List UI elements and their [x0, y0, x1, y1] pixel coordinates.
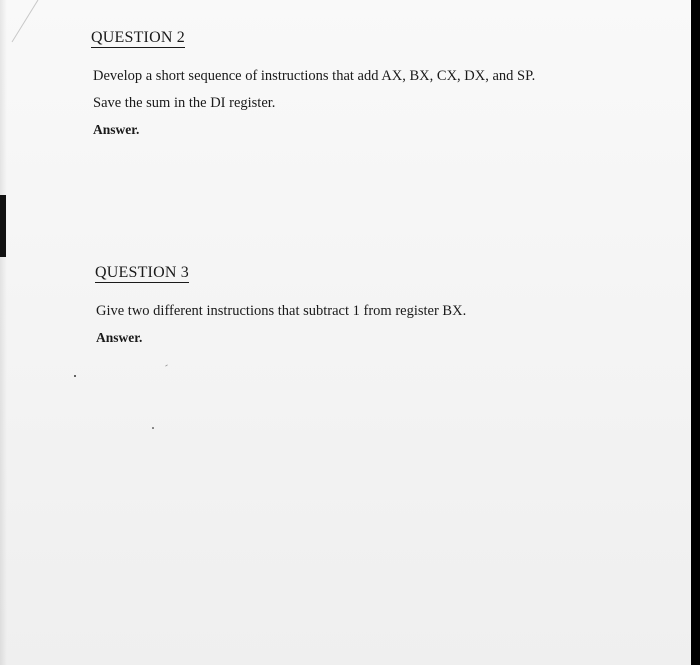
paper-speck — [165, 364, 168, 366]
question-2-prompt-line-2: Save the sum in the DI register. — [93, 95, 276, 111]
question-3-heading-text: QUESTION 3 — [95, 264, 189, 281]
question-2-heading — [91, 29, 185, 47]
question-3-heading — [95, 264, 189, 282]
question-2-answer-label: Answer. — [93, 122, 140, 137]
paper-speck — [152, 427, 154, 429]
question-3-prompt-line-1: Give two different instructions that subtract 1 from register BX. — [96, 303, 467, 319]
paper-speck — [74, 375, 76, 377]
page-edge-shadow — [0, 0, 7, 665]
question-3-answer-label: Answer. — [96, 330, 143, 345]
photo-background-edge — [691, 0, 700, 665]
fold-stroke — [12, 0, 38, 42]
question-2-heading-text: QUESTION 2 — [91, 29, 185, 46]
page-edge-mark — [0, 195, 6, 257]
question-2-prompt-line-1: Develop a short sequence of instructions that add AX, BX, CX, DX, and SP. — [93, 68, 536, 84]
